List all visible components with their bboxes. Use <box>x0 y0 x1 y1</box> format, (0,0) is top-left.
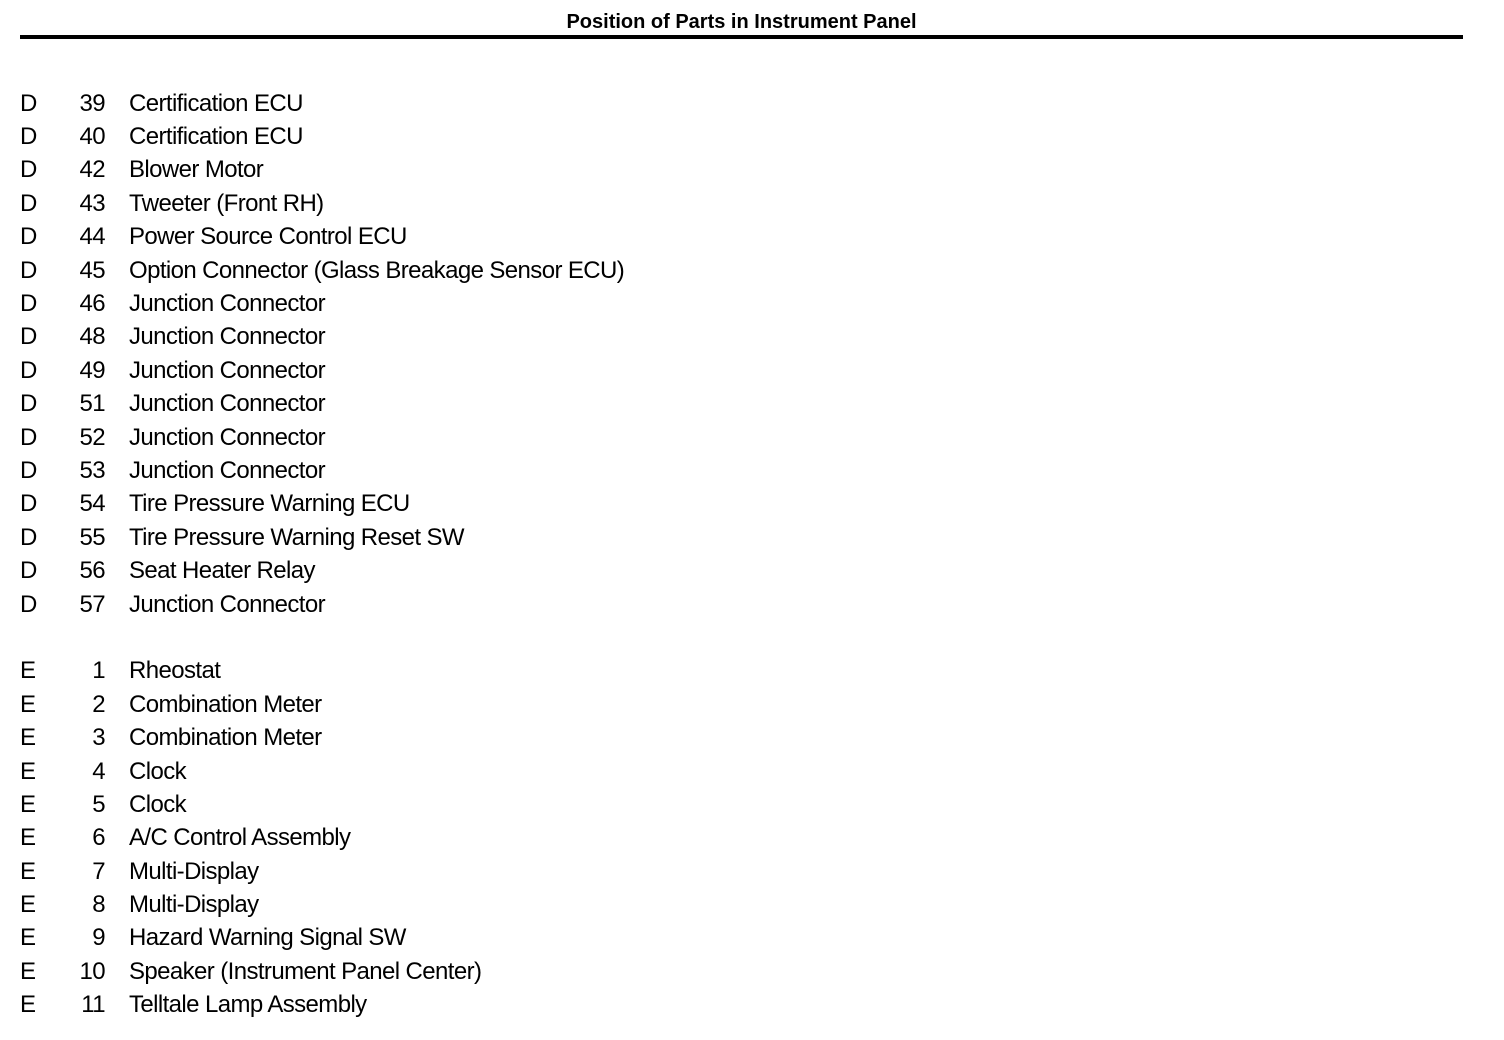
title-divider <box>20 35 1463 39</box>
part-name: Telltale Lamp Assembly <box>129 991 367 1019</box>
connector-letter: D <box>20 156 37 184</box>
connector-number: 53 <box>79 456 105 484</box>
list-item <box>20 87 1020 120</box>
parts-group-e <box>20 655 1020 1022</box>
part-name: Multi-Display <box>129 891 259 919</box>
list-item <box>20 254 1020 287</box>
page-title: Position of Parts in Instrument Panel <box>566 11 917 33</box>
list-item <box>20 388 1020 421</box>
list-item <box>20 488 1020 521</box>
parts-list <box>20 87 1020 1022</box>
part-name: Seat Heater Relay <box>129 557 315 585</box>
connector-number: 40 <box>79 123 105 151</box>
list-item <box>20 989 1020 1022</box>
part-name: Combination Meter <box>129 690 322 718</box>
connector-number: 6 <box>92 824 105 852</box>
list-item <box>20 454 1020 487</box>
list-item <box>20 755 1020 788</box>
connector-letter: D <box>20 123 37 151</box>
part-name: Clock <box>129 790 187 818</box>
part-name: A/C Control Assembly <box>129 824 351 852</box>
connector-number: 44 <box>79 223 105 251</box>
connector-number: 51 <box>79 390 105 418</box>
part-name: Junction Connector <box>129 290 325 318</box>
connector-letter: D <box>20 356 37 384</box>
part-name: Multi-Display <box>129 857 259 885</box>
list-item <box>20 888 1020 921</box>
list-item <box>20 154 1020 187</box>
connector-letter: E <box>20 857 36 885</box>
connector-letter: D <box>20 557 37 585</box>
part-name: Rheostat <box>129 657 221 685</box>
connector-number: 10 <box>79 957 105 985</box>
part-name: Speaker (Instrument Panel Center) <box>129 957 482 985</box>
part-name: Junction Connector <box>129 390 325 418</box>
connector-letter: D <box>20 290 37 318</box>
connector-letter: D <box>20 189 37 217</box>
part-name: Power Source Control ECU <box>129 223 407 251</box>
connector-number: 55 <box>79 523 105 551</box>
connector-number: 42 <box>79 156 105 184</box>
connector-number: 4 <box>92 757 105 785</box>
connector-number: 3 <box>92 724 105 752</box>
connector-number: 5 <box>92 790 105 818</box>
list-item <box>20 287 1020 320</box>
list-item <box>20 588 1020 621</box>
list-item <box>20 521 1020 554</box>
part-name: Clock <box>129 757 187 785</box>
list-item <box>20 421 1020 454</box>
part-name: Tire Pressure Warning ECU <box>129 490 410 518</box>
list-item <box>20 922 1020 955</box>
list-item <box>20 120 1020 153</box>
connector-letter: D <box>20 456 37 484</box>
connector-letter: E <box>20 724 36 752</box>
part-name: Junction Connector <box>129 323 325 351</box>
connector-letter: E <box>20 957 36 985</box>
connector-letter: E <box>20 891 36 919</box>
part-name: Tire Pressure Warning Reset SW <box>129 523 464 551</box>
connector-number: 43 <box>79 189 105 217</box>
connector-number: 46 <box>79 290 105 318</box>
connector-number: 11 <box>81 991 105 1019</box>
connector-number: 39 <box>79 89 105 117</box>
part-name: Option Connector (Glass Breakage Sensor ECU) <box>129 256 625 284</box>
part-name: Junction Connector <box>129 456 325 484</box>
connector-letter: D <box>20 490 37 518</box>
connector-number: 8 <box>92 891 105 919</box>
connector-letter: D <box>20 89 37 117</box>
connector-number: 9 <box>92 924 105 952</box>
list-item <box>20 721 1020 754</box>
connector-number: 57 <box>79 590 105 618</box>
part-name: Combination Meter <box>129 724 322 752</box>
connector-number: 56 <box>79 557 105 585</box>
connector-number: 45 <box>79 256 105 284</box>
connector-number: 49 <box>79 356 105 384</box>
list-item <box>20 221 1020 254</box>
connector-number: 1 <box>92 657 105 685</box>
connector-letter: E <box>20 924 36 952</box>
list-item <box>20 955 1020 988</box>
connector-number: 52 <box>79 423 105 451</box>
part-name: Junction Connector <box>129 423 325 451</box>
connector-letter: E <box>20 991 36 1019</box>
connector-letter: D <box>20 423 37 451</box>
connector-number: 54 <box>79 490 105 518</box>
list-item <box>20 655 1020 688</box>
list-item <box>20 822 1020 855</box>
connector-letter: E <box>20 790 36 818</box>
part-name: Junction Connector <box>129 590 325 618</box>
connector-letter: E <box>20 690 36 718</box>
connector-letter: D <box>20 256 37 284</box>
part-name: Certification ECU <box>129 89 303 117</box>
connector-number: 48 <box>79 323 105 351</box>
connector-letter: D <box>20 223 37 251</box>
connector-letter: E <box>20 824 36 852</box>
list-item <box>20 855 1020 888</box>
part-name: Certification ECU <box>129 123 303 151</box>
list-item <box>20 354 1020 387</box>
connector-letter: D <box>20 323 37 351</box>
list-item <box>20 187 1020 220</box>
list-item <box>20 688 1020 721</box>
part-name: Blower Motor <box>129 156 264 184</box>
list-item <box>20 554 1020 587</box>
connector-letter: E <box>20 657 36 685</box>
connector-number: 7 <box>92 857 105 885</box>
parts-group-d <box>20 87 1020 621</box>
part-name: Tweeter (Front RH) <box>129 189 324 217</box>
connector-number: 2 <box>92 690 105 718</box>
connector-letter: D <box>20 390 37 418</box>
list-item <box>20 788 1020 821</box>
connector-letter: D <box>20 523 37 551</box>
part-name: Hazard Warning Signal SW <box>129 924 406 952</box>
list-item <box>20 321 1020 354</box>
part-name: Junction Connector <box>129 356 325 384</box>
connector-letter: E <box>20 757 36 785</box>
connector-letter: D <box>20 590 37 618</box>
